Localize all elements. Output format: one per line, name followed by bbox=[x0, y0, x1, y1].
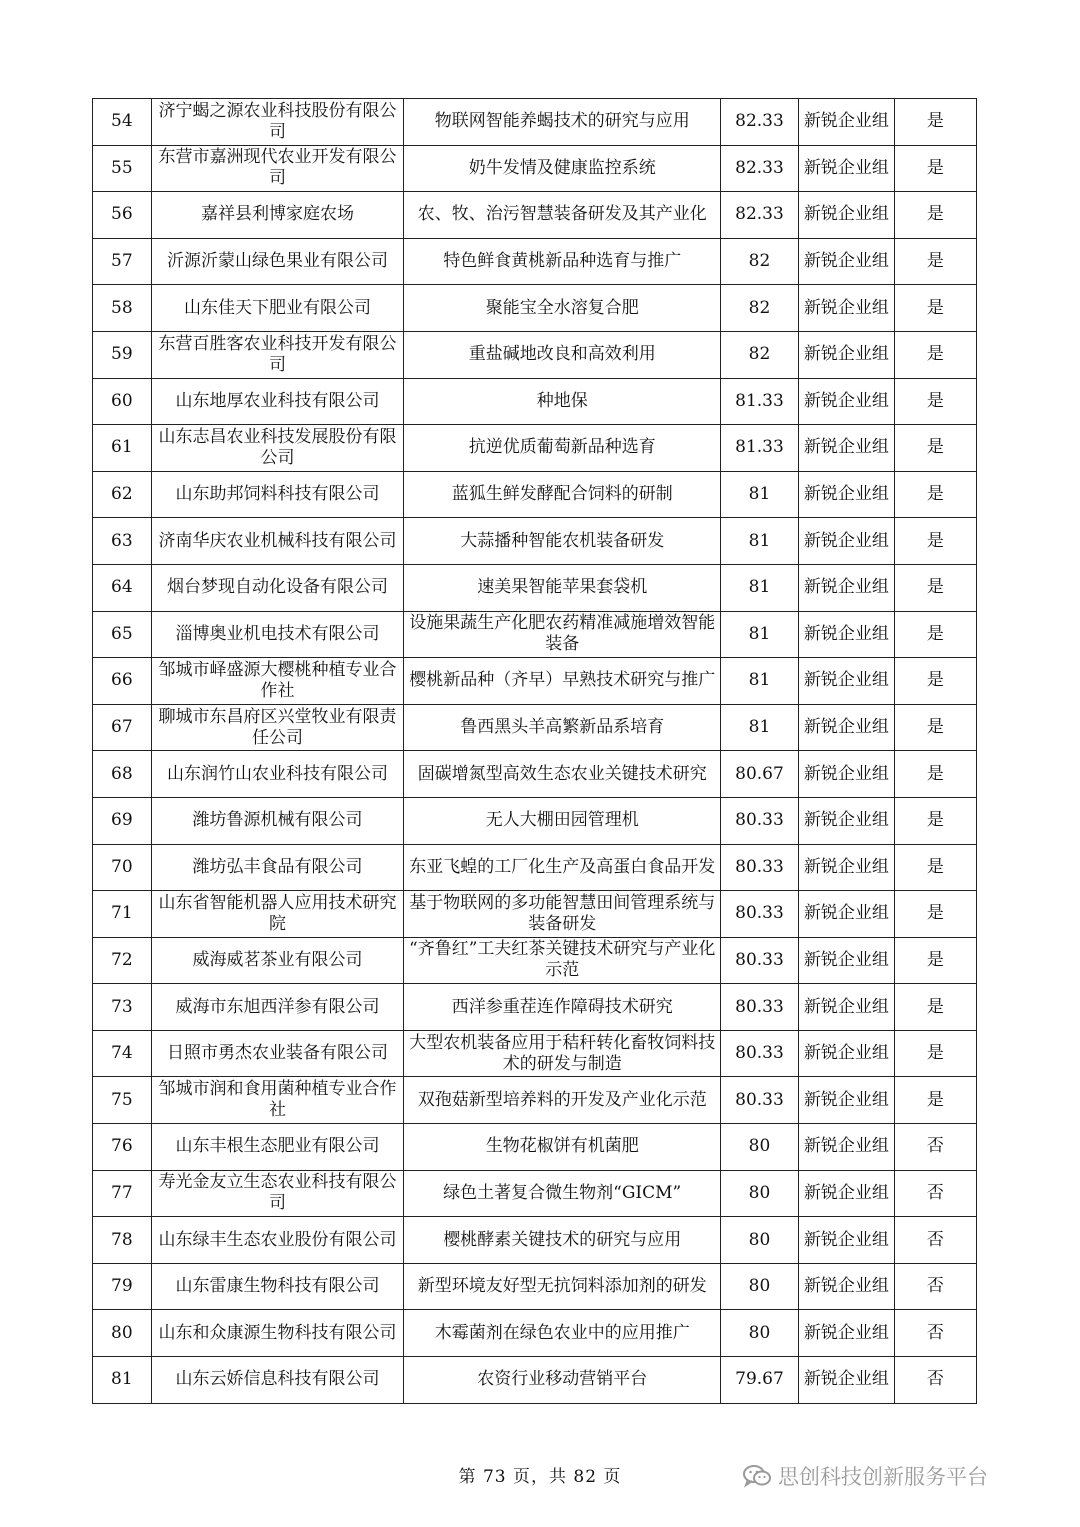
company-cell: 山东地厚农业科技有限公司 bbox=[151, 378, 404, 425]
row-number-cell: 54 bbox=[93, 99, 152, 146]
group-cell: 新锐企业组 bbox=[798, 285, 894, 332]
group-cell: 新锐企业组 bbox=[798, 611, 894, 658]
table-row bbox=[93, 99, 977, 146]
flag-cell: 是 bbox=[894, 192, 976, 239]
score-cell: 82 bbox=[721, 238, 799, 285]
table-row bbox=[93, 844, 977, 891]
row-number-cell: 58 bbox=[93, 285, 152, 332]
table-row bbox=[93, 238, 977, 285]
row-number-cell: 65 bbox=[93, 611, 152, 658]
project-cell: “齐鲁红”工夫红茶关键技术研究与产业化示范 bbox=[404, 937, 721, 984]
row-number-cell: 63 bbox=[93, 518, 152, 565]
table-row bbox=[93, 1217, 977, 1264]
score-cell: 80.33 bbox=[721, 797, 799, 844]
group-cell: 新锐企业组 bbox=[798, 192, 894, 239]
score-cell: 80 bbox=[721, 1263, 799, 1310]
score-cell: 80 bbox=[721, 1217, 799, 1264]
row-number-cell: 75 bbox=[93, 1077, 152, 1124]
row-number-cell: 74 bbox=[93, 1030, 152, 1077]
score-cell: 82.33 bbox=[721, 145, 799, 192]
score-cell: 81 bbox=[721, 518, 799, 565]
score-cell: 81 bbox=[721, 658, 799, 705]
score-cell: 79.67 bbox=[721, 1357, 799, 1404]
table-row bbox=[93, 564, 977, 611]
company-cell: 山东丰根生态肥业有限公司 bbox=[151, 1124, 404, 1171]
row-number-cell: 66 bbox=[93, 658, 152, 705]
table-row bbox=[93, 518, 977, 565]
project-cell: 物联网智能养蝎技术的研究与应用 bbox=[404, 99, 721, 146]
flag-cell: 是 bbox=[894, 611, 976, 658]
group-cell: 新锐企业组 bbox=[798, 704, 894, 751]
score-cell: 81 bbox=[721, 704, 799, 751]
company-cell: 东营市嘉洲现代农业开发有限公司 bbox=[151, 145, 404, 192]
score-cell: 82.33 bbox=[721, 192, 799, 239]
project-cell: 农、牧、治污智慧装备研发及其产业化 bbox=[404, 192, 721, 239]
project-cell: 奶牛发情及健康监控系统 bbox=[404, 145, 721, 192]
table-row bbox=[93, 1124, 977, 1171]
row-number-cell: 68 bbox=[93, 751, 152, 798]
flag-cell: 是 bbox=[894, 564, 976, 611]
project-cell: 种地保 bbox=[404, 378, 721, 425]
row-number-cell: 67 bbox=[93, 704, 152, 751]
flag-cell: 否 bbox=[894, 1263, 976, 1310]
flag-cell: 是 bbox=[894, 1030, 976, 1077]
table-row bbox=[93, 891, 977, 938]
flag-cell: 是 bbox=[894, 844, 976, 891]
table-row bbox=[93, 937, 977, 984]
company-cell: 沂源沂蒙山绿色果业有限公司 bbox=[151, 238, 404, 285]
flag-cell: 否 bbox=[894, 1124, 976, 1171]
table-row bbox=[93, 658, 977, 705]
flag-cell: 是 bbox=[894, 937, 976, 984]
table-row bbox=[93, 1077, 977, 1124]
company-cell: 东营百胜客农业科技开发有限公司 bbox=[151, 331, 404, 378]
group-cell: 新锐企业组 bbox=[798, 238, 894, 285]
flag-cell: 否 bbox=[894, 1357, 976, 1404]
score-cell: 80 bbox=[721, 1310, 799, 1357]
project-cell: 鲁西黑头羊高繁新品系培育 bbox=[404, 704, 721, 751]
score-cell: 82 bbox=[721, 331, 799, 378]
project-cell: 速美果智能苹果套袋机 bbox=[404, 564, 721, 611]
project-cell: 无人大棚田园管理机 bbox=[404, 797, 721, 844]
flag-cell: 是 bbox=[894, 285, 976, 332]
project-cell: 大型农机装备应用于秸秆转化畜牧饲料技术的研发与制造 bbox=[404, 1030, 721, 1077]
flag-cell: 是 bbox=[894, 704, 976, 751]
company-cell: 济宁蝎之源农业科技股份有限公司 bbox=[151, 99, 404, 146]
score-cell: 80.67 bbox=[721, 751, 799, 798]
project-cell: 东亚飞蝗的工厂化生产及高蛋白食品开发 bbox=[404, 844, 721, 891]
flag-cell: 是 bbox=[894, 425, 976, 472]
score-cell: 80 bbox=[721, 1124, 799, 1171]
group-cell: 新锐企业组 bbox=[798, 518, 894, 565]
group-cell: 新锐企业组 bbox=[798, 1124, 894, 1171]
company-cell: 山东云娇信息科技有限公司 bbox=[151, 1357, 404, 1404]
row-number-cell: 61 bbox=[93, 425, 152, 472]
company-cell: 威海市东旭西洋参有限公司 bbox=[151, 984, 404, 1031]
company-cell: 山东省智能机器人应用技术研究院 bbox=[151, 891, 404, 938]
table-row bbox=[93, 751, 977, 798]
score-cell: 81.33 bbox=[721, 378, 799, 425]
flag-cell: 是 bbox=[894, 378, 976, 425]
flag-cell: 是 bbox=[894, 145, 976, 192]
row-number-cell: 73 bbox=[93, 984, 152, 1031]
group-cell: 新锐企业组 bbox=[798, 1263, 894, 1310]
row-number-cell: 71 bbox=[93, 891, 152, 938]
row-number-cell: 81 bbox=[93, 1357, 152, 1404]
company-cell: 威海威茗茶业有限公司 bbox=[151, 937, 404, 984]
row-number-cell: 55 bbox=[93, 145, 152, 192]
company-cell: 日照市勇杰农业装备有限公司 bbox=[151, 1030, 404, 1077]
company-cell: 嘉祥县利博家庭农场 bbox=[151, 192, 404, 239]
flag-cell: 否 bbox=[894, 1310, 976, 1357]
project-cell: 基于物联网的多功能智慧田间管理系统与装备研发 bbox=[404, 891, 721, 938]
project-cell: 新型环境友好型无抗饲料添加剂的研发 bbox=[404, 1263, 721, 1310]
table-row bbox=[93, 425, 977, 472]
flag-cell: 是 bbox=[894, 238, 976, 285]
wechat-icon bbox=[742, 1463, 772, 1489]
score-cell: 80.33 bbox=[721, 1030, 799, 1077]
company-cell: 邹城市润和食用菌种植专业合作社 bbox=[151, 1077, 404, 1124]
table-row bbox=[93, 1170, 977, 1217]
table-row bbox=[93, 331, 977, 378]
score-cell: 80 bbox=[721, 1170, 799, 1217]
watermark-text: 思创科技创新服务平台 bbox=[778, 1465, 988, 1489]
score-cell: 81 bbox=[721, 564, 799, 611]
company-cell: 山东助邦饲料科技有限公司 bbox=[151, 471, 404, 518]
company-cell: 潍坊弘丰食品有限公司 bbox=[151, 844, 404, 891]
row-number-cell: 69 bbox=[93, 797, 152, 844]
flag-cell: 是 bbox=[894, 658, 976, 705]
table-row bbox=[93, 1357, 977, 1404]
table-row bbox=[93, 1030, 977, 1077]
score-cell: 82 bbox=[721, 285, 799, 332]
row-number-cell: 57 bbox=[93, 238, 152, 285]
project-cell: 生物花椒饼有机菌肥 bbox=[404, 1124, 721, 1171]
score-cell: 80.33 bbox=[721, 984, 799, 1031]
group-cell: 新锐企业组 bbox=[798, 1030, 894, 1077]
table-row bbox=[93, 984, 977, 1031]
project-cell: 抗逆优质葡萄新品种选育 bbox=[404, 425, 721, 472]
score-cell: 81.33 bbox=[721, 425, 799, 472]
page-footer: 第 73 页，共 82 页 bbox=[458, 1467, 622, 1487]
company-cell: 邹城市峄盛源大樱桃种植专业合作社 bbox=[151, 658, 404, 705]
group-cell: 新锐企业组 bbox=[798, 99, 894, 146]
watermark bbox=[742, 1461, 988, 1491]
company-cell: 潍坊鲁源机械有限公司 bbox=[151, 797, 404, 844]
table-row bbox=[93, 145, 977, 192]
project-cell: 樱桃酵素关键技术的研究与应用 bbox=[404, 1217, 721, 1264]
table-row bbox=[93, 378, 977, 425]
row-number-cell: 78 bbox=[93, 1217, 152, 1264]
company-cell: 山东佳天下肥业有限公司 bbox=[151, 285, 404, 332]
project-cell: 西洋参重茬连作障碍技术研究 bbox=[404, 984, 721, 1031]
company-cell: 聊城市东昌府区兴堂牧业有限责任公司 bbox=[151, 704, 404, 751]
flag-cell: 是 bbox=[894, 984, 976, 1031]
flag-cell: 是 bbox=[894, 331, 976, 378]
score-cell: 81 bbox=[721, 611, 799, 658]
group-cell: 新锐企业组 bbox=[798, 1310, 894, 1357]
group-cell: 新锐企业组 bbox=[798, 658, 894, 705]
flag-cell: 是 bbox=[894, 518, 976, 565]
project-cell: 蓝狐生鲜发酵配合饲料的研制 bbox=[404, 471, 721, 518]
row-number-cell: 70 bbox=[93, 844, 152, 891]
project-cell: 设施果蔬生产化肥农药精准减施增效智能装备 bbox=[404, 611, 721, 658]
score-cell: 80.33 bbox=[721, 844, 799, 891]
group-cell: 新锐企业组 bbox=[798, 1077, 894, 1124]
group-cell: 新锐企业组 bbox=[798, 471, 894, 518]
company-cell: 寿光金友立生态农业科技有限公司 bbox=[151, 1170, 404, 1217]
flag-cell: 是 bbox=[894, 751, 976, 798]
group-cell: 新锐企业组 bbox=[798, 844, 894, 891]
row-number-cell: 60 bbox=[93, 378, 152, 425]
company-cell: 山东润竹山农业科技有限公司 bbox=[151, 751, 404, 798]
table-row bbox=[93, 611, 977, 658]
table-row bbox=[93, 192, 977, 239]
project-cell: 木霉菌剂在绿色农业中的应用推广 bbox=[404, 1310, 721, 1357]
company-cell: 济南华庆农业机械科技有限公司 bbox=[151, 518, 404, 565]
score-cell: 82.33 bbox=[721, 99, 799, 146]
score-cell: 80.33 bbox=[721, 891, 799, 938]
project-cell: 特色鲜食黄桃新品种选育与推广 bbox=[404, 238, 721, 285]
results-table bbox=[92, 98, 977, 1404]
row-number-cell: 62 bbox=[93, 471, 152, 518]
row-number-cell: 59 bbox=[93, 331, 152, 378]
group-cell: 新锐企业组 bbox=[798, 1217, 894, 1264]
score-cell: 81 bbox=[721, 471, 799, 518]
company-cell: 山东绿丰生态农业股份有限公司 bbox=[151, 1217, 404, 1264]
row-number-cell: 72 bbox=[93, 937, 152, 984]
flag-cell: 是 bbox=[894, 797, 976, 844]
group-cell: 新锐企业组 bbox=[798, 425, 894, 472]
project-cell: 重盐碱地改良和高效利用 bbox=[404, 331, 721, 378]
flag-cell: 是 bbox=[894, 471, 976, 518]
group-cell: 新锐企业组 bbox=[798, 378, 894, 425]
row-number-cell: 77 bbox=[93, 1170, 152, 1217]
project-cell: 双孢菇新型培养料的开发及产业化示范 bbox=[404, 1077, 721, 1124]
table-row bbox=[93, 1310, 977, 1357]
table-row bbox=[93, 285, 977, 332]
group-cell: 新锐企业组 bbox=[798, 1170, 894, 1217]
company-cell: 淄博奥业机电技术有限公司 bbox=[151, 611, 404, 658]
flag-cell: 是 bbox=[894, 1077, 976, 1124]
table-row bbox=[93, 704, 977, 751]
flag-cell: 是 bbox=[894, 891, 976, 938]
table-body bbox=[93, 99, 977, 1404]
group-cell: 新锐企业组 bbox=[798, 797, 894, 844]
row-number-cell: 80 bbox=[93, 1310, 152, 1357]
group-cell: 新锐企业组 bbox=[798, 984, 894, 1031]
group-cell: 新锐企业组 bbox=[798, 145, 894, 192]
flag-cell: 是 bbox=[894, 99, 976, 146]
flag-cell: 否 bbox=[894, 1217, 976, 1264]
group-cell: 新锐企业组 bbox=[798, 937, 894, 984]
project-cell: 聚能宝全水溶复合肥 bbox=[404, 285, 721, 332]
company-cell: 山东志昌农业科技发展股份有限公司 bbox=[151, 425, 404, 472]
project-cell: 樱桃新品种（齐早）早熟技术研究与推广 bbox=[404, 658, 721, 705]
table-row bbox=[93, 1263, 977, 1310]
group-cell: 新锐企业组 bbox=[798, 564, 894, 611]
row-number-cell: 56 bbox=[93, 192, 152, 239]
project-cell: 固碳增氮型高效生态农业关键技术研究 bbox=[404, 751, 721, 798]
company-cell: 山东和众康源生物科技有限公司 bbox=[151, 1310, 404, 1357]
company-cell: 山东雷康生物科技有限公司 bbox=[151, 1263, 404, 1310]
row-number-cell: 76 bbox=[93, 1124, 152, 1171]
project-cell: 大蒜播种智能农机装备研发 bbox=[404, 518, 721, 565]
score-cell: 80.33 bbox=[721, 1077, 799, 1124]
project-cell: 农资行业移动营销平台 bbox=[404, 1357, 721, 1404]
group-cell: 新锐企业组 bbox=[798, 1357, 894, 1404]
table-row bbox=[93, 797, 977, 844]
flag-cell: 否 bbox=[894, 1170, 976, 1217]
company-cell: 烟台梦现自动化设备有限公司 bbox=[151, 564, 404, 611]
group-cell: 新锐企业组 bbox=[798, 331, 894, 378]
group-cell: 新锐企业组 bbox=[798, 751, 894, 798]
table-row bbox=[93, 471, 977, 518]
score-cell: 80.33 bbox=[721, 937, 799, 984]
project-cell: 绿色土著复合微生物剂“GICM” bbox=[404, 1170, 721, 1217]
group-cell: 新锐企业组 bbox=[798, 891, 894, 938]
row-number-cell: 64 bbox=[93, 564, 152, 611]
row-number-cell: 79 bbox=[93, 1263, 152, 1310]
